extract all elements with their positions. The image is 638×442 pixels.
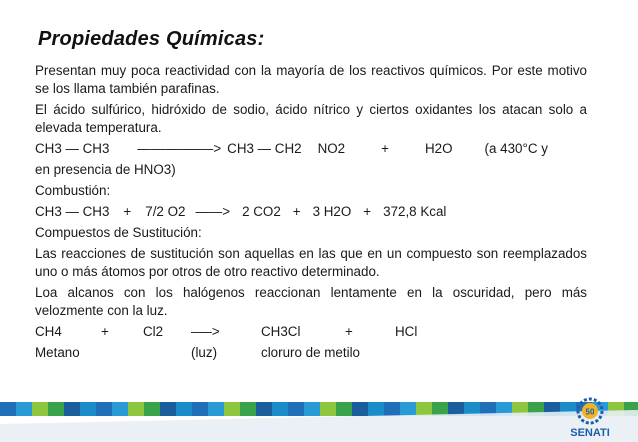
bar-stripe (192, 402, 208, 416)
eq2-product-2: 3 H2O (312, 204, 352, 219)
paragraph-halogens: Loa alcanos con los halógenos reaccionan lentamente en la oscuridad, pero más velozmente con la luz. (35, 285, 587, 318)
eq3-reactant-1: CH4 (35, 324, 62, 339)
eq1-plus: + (381, 141, 389, 156)
paragraph-reactivity: Presentan muy poca reactividad con la mayoría de los reactivos químicos. Por este motivo se los llama también parafinas. (35, 63, 587, 96)
bar-stripe (432, 402, 448, 416)
eq2-plus-2: + (292, 204, 301, 219)
logo-anniversary: 50 (585, 407, 595, 417)
name-methyl-chloride: cloruro de metilo (261, 345, 360, 360)
bar-stripe (80, 402, 96, 416)
gear-icon (578, 399, 602, 423)
equation-combustion (35, 203, 587, 221)
bar-stripe (256, 402, 272, 416)
eq3-reactant-2: Cl2 (143, 324, 164, 339)
bar-stripe (64, 402, 80, 416)
equation-chlorination (35, 323, 587, 341)
bar-stripe (224, 402, 240, 416)
eq2-reactant-2: 7/2 O2 (145, 204, 186, 219)
eq3-plus-1: + (101, 324, 109, 339)
eq2-product-1: 2 CO2 (242, 204, 281, 219)
eq3-arrow: –—> (191, 324, 220, 339)
bar-stripe (32, 402, 48, 416)
paragraph-substitution: Las reacciones de sustitución son aquellas en las que en un compuesto son reemplazados uno o más átomos por otros de otro reactivo determinado. (35, 246, 587, 279)
eq1-product-3: H2O (424, 141, 453, 156)
bar-stripe (96, 402, 112, 416)
eq1-condition-cont: en presencia de HNO3) (35, 162, 176, 177)
eq1-condition: (a 430°C y (484, 141, 548, 156)
bar-stripe (368, 402, 384, 416)
heading-combustion: Combustión: (35, 183, 111, 198)
eq2-arrow: ——> (195, 204, 231, 219)
eq3-product-1: CH3Cl (261, 324, 301, 339)
bar-stripe (128, 402, 144, 416)
bar-stripe (384, 402, 400, 416)
eq1-product-1: CH3 — CH2 (227, 141, 302, 156)
bar-stripe (320, 402, 336, 416)
bar-stripe (336, 402, 352, 416)
eq3-plus-2: + (345, 324, 353, 339)
slide-body (35, 62, 587, 365)
bar-stripe (208, 402, 224, 416)
name-light: (luz) (191, 345, 218, 360)
eq2-product-3: 372,8 Kcal (383, 204, 447, 219)
logo-brand: SENATI (570, 427, 610, 439)
decorative-color-bar (0, 402, 638, 442)
heading-substitution: Compuestos de Sustitución: (35, 225, 202, 240)
bar-stripe (288, 402, 304, 416)
paragraph-acids: El ácido sulfúrico, hidróxido de sodio, ácido nítrico y ciertos oxidantes los atacan solo a elevada temperatura. (35, 102, 587, 135)
equation-chlorination-names (35, 344, 587, 362)
bar-stripe (0, 402, 16, 416)
name-methane: Metano (35, 345, 80, 360)
bar-stripe (304, 402, 320, 416)
bar-stripe (112, 402, 128, 416)
eq1-product-2: NO2 (317, 141, 346, 156)
eq2-plus-1: + (123, 204, 132, 219)
bar-stripe (48, 402, 64, 416)
bar-stripe (160, 402, 176, 416)
slide-title: Propiedades Químicas: (38, 28, 265, 50)
bar-stripe (240, 402, 256, 416)
bar-stripe (176, 402, 192, 416)
bar-stripe (400, 402, 416, 416)
bar-stripe (416, 402, 432, 416)
eq3-product-2: HCl (395, 324, 418, 339)
eq2-plus-3: + (363, 204, 372, 219)
eq1-reactant: CH3 — CH3 (35, 141, 110, 156)
bar-stripe (144, 402, 160, 416)
senati-logo (560, 396, 620, 440)
bar-stripe (272, 402, 288, 416)
bar-stripe (16, 402, 32, 416)
eq1-arrow: —––———–> (137, 141, 222, 156)
eq2-reactant-1: CH3 — CH3 (35, 204, 110, 219)
equation-nitration (35, 140, 587, 158)
bar-stripe (352, 402, 368, 416)
